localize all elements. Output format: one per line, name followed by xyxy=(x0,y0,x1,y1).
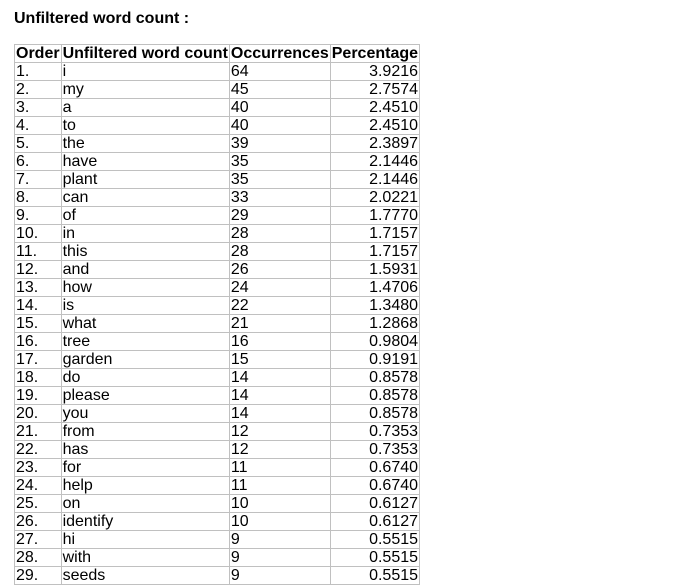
percentage-cell: 1.7157 xyxy=(330,225,419,243)
word-cell: seeds xyxy=(61,567,229,585)
order-cell: 24. xyxy=(15,477,62,495)
order-cell: 15. xyxy=(15,315,62,333)
percentage-cell: 1.4706 xyxy=(330,279,419,297)
percentage-column-header: Percentage xyxy=(331,45,419,62)
occurrences-cell: 28 xyxy=(229,225,330,243)
occurrences-cell: 64 xyxy=(229,63,330,81)
word-column-header: Unfiltered word count xyxy=(62,45,228,62)
word-cell: has xyxy=(61,441,229,459)
word-cell: do xyxy=(61,369,229,387)
occurrences-cell: 35 xyxy=(229,171,330,189)
percentage-cell: 0.8578 xyxy=(330,405,419,423)
order-cell: 26. xyxy=(15,513,62,531)
word-cell: for xyxy=(61,459,229,477)
percentage-cell: 2.1446 xyxy=(330,171,419,189)
order-cell: 5. xyxy=(15,135,62,153)
order-cell: 9. xyxy=(15,207,62,225)
order-cell: 16. xyxy=(15,333,62,351)
percentage-cell: 0.9804 xyxy=(330,333,419,351)
order-cell: 23. xyxy=(15,459,62,477)
occurrences-cell: 40 xyxy=(229,99,330,117)
percentage-cell: 0.7353 xyxy=(330,423,419,441)
order-cell: 10. xyxy=(15,225,62,243)
table-row xyxy=(15,513,420,531)
order-column-header: Order xyxy=(16,45,60,62)
occurrences-cell: 9 xyxy=(229,567,330,585)
percentage-cell: 0.8578 xyxy=(330,387,419,405)
order-cell: 1. xyxy=(15,63,62,81)
order-cell: 17. xyxy=(15,351,62,369)
word-cell: and xyxy=(61,261,229,279)
percentage-cell: 1.7770 xyxy=(330,207,419,225)
table-row xyxy=(15,297,420,315)
percentage-cell: 1.7157 xyxy=(330,243,419,261)
word-cell: please xyxy=(61,387,229,405)
word-cell: to xyxy=(61,117,229,135)
table-row xyxy=(15,225,420,243)
order-cell: 29. xyxy=(15,567,62,585)
order-cell: 2. xyxy=(15,81,62,99)
percentage-cell: 0.8578 xyxy=(330,369,419,387)
table-row xyxy=(15,315,420,333)
percentage-cell: 0.9191 xyxy=(330,351,419,369)
occurrences-cell: 10 xyxy=(229,495,330,513)
table-row xyxy=(15,549,420,567)
occurrences-cell: 33 xyxy=(229,189,330,207)
percentage-cell: 0.5515 xyxy=(330,531,419,549)
occurrences-cell: 14 xyxy=(229,387,330,405)
table-row xyxy=(15,423,420,441)
percentage-cell: 0.7353 xyxy=(330,441,419,459)
order-cell: 4. xyxy=(15,117,62,135)
percentage-cell: 0.6127 xyxy=(330,513,419,531)
word-cell: what xyxy=(61,315,229,333)
word-cell: is xyxy=(61,297,229,315)
table-row xyxy=(15,99,420,117)
table-row xyxy=(15,441,420,459)
occurrences-cell: 29 xyxy=(229,207,330,225)
table-row xyxy=(15,333,420,351)
occurrences-cell: 40 xyxy=(229,117,330,135)
page-title: Unfiltered word count : xyxy=(14,10,190,27)
occurrences-cell: 10 xyxy=(229,513,330,531)
table-row xyxy=(15,153,420,171)
percentage-cell: 2.1446 xyxy=(330,153,419,171)
table-row xyxy=(15,261,420,279)
word-cell: hi xyxy=(61,531,229,549)
percentage-cell: 0.6740 xyxy=(330,459,419,477)
word-cell: from xyxy=(61,423,229,441)
percentage-cell: 0.6740 xyxy=(330,477,419,495)
order-cell: 8. xyxy=(15,189,62,207)
occurrences-cell: 9 xyxy=(229,549,330,567)
word-cell: how xyxy=(61,279,229,297)
word-cell: identify xyxy=(61,513,229,531)
percentage-cell: 0.5515 xyxy=(330,549,419,567)
percentage-cell: 1.5931 xyxy=(330,261,419,279)
percentage-cell: 1.3480 xyxy=(330,297,419,315)
occurrences-cell: 45 xyxy=(229,81,330,99)
table-row xyxy=(15,171,420,189)
table-row xyxy=(15,477,420,495)
order-cell: 6. xyxy=(15,153,62,171)
table-body xyxy=(15,63,420,585)
table-row xyxy=(15,279,420,297)
occurrences-cell: 12 xyxy=(229,441,330,459)
percentage-cell: 2.3897 xyxy=(330,135,419,153)
table-row xyxy=(15,459,420,477)
order-cell: 19. xyxy=(15,387,62,405)
percentage-cell: 2.0221 xyxy=(330,189,419,207)
table-row xyxy=(15,387,420,405)
order-cell: 13. xyxy=(15,279,62,297)
occurrences-cell: 11 xyxy=(229,477,330,495)
table-row xyxy=(15,405,420,423)
occurrences-cell: 26 xyxy=(229,261,330,279)
occurrences-cell: 11 xyxy=(229,459,330,477)
order-cell: 22. xyxy=(15,441,62,459)
percentage-cell: 3.9216 xyxy=(330,63,419,81)
word-cell: tree xyxy=(61,333,229,351)
word-cell: my xyxy=(61,81,229,99)
table-row xyxy=(15,567,420,585)
word-cell: help xyxy=(61,477,229,495)
order-cell: 21. xyxy=(15,423,62,441)
percentage-cell: 2.7574 xyxy=(330,81,419,99)
word-cell: garden xyxy=(61,351,229,369)
order-cell: 27. xyxy=(15,531,62,549)
occurrences-cell: 24 xyxy=(229,279,330,297)
order-cell: 7. xyxy=(15,171,62,189)
table-row xyxy=(15,243,420,261)
order-cell: 25. xyxy=(15,495,62,513)
order-cell: 12. xyxy=(15,261,62,279)
table-row xyxy=(15,63,420,81)
table-row xyxy=(15,351,420,369)
word-cell: on xyxy=(61,495,229,513)
word-cell: of xyxy=(61,207,229,225)
table-row xyxy=(15,189,420,207)
table-row xyxy=(15,81,420,99)
word-cell: i xyxy=(61,63,229,81)
percentage-cell: 2.4510 xyxy=(330,99,419,117)
word-count-table xyxy=(14,44,420,585)
occurrences-cell: 12 xyxy=(229,423,330,441)
occurrences-cell: 35 xyxy=(229,153,330,171)
order-cell: 11. xyxy=(15,243,62,261)
word-cell: with xyxy=(61,549,229,567)
percentage-cell: 0.6127 xyxy=(330,495,419,513)
percentage-cell: 2.4510 xyxy=(330,117,419,135)
occurrences-cell: 9 xyxy=(229,531,330,549)
word-cell: have xyxy=(61,153,229,171)
occurrences-cell: 14 xyxy=(229,405,330,423)
word-cell: in xyxy=(61,225,229,243)
percentage-cell: 1.2868 xyxy=(330,315,419,333)
word-cell: a xyxy=(61,99,229,117)
occurrences-cell: 28 xyxy=(229,243,330,261)
order-cell: 14. xyxy=(15,297,62,315)
table-row xyxy=(15,495,420,513)
table-row xyxy=(15,117,420,135)
word-cell: you xyxy=(61,405,229,423)
table-row xyxy=(15,369,420,387)
table-row xyxy=(15,135,420,153)
occurrences-cell: 39 xyxy=(229,135,330,153)
order-cell: 28. xyxy=(15,549,62,567)
occurrences-cell: 22 xyxy=(229,297,330,315)
order-cell: 3. xyxy=(15,99,62,117)
occurrences-cell: 15 xyxy=(229,351,330,369)
occurrences-cell: 14 xyxy=(229,369,330,387)
occurrences-column-header: Occurrences xyxy=(230,45,329,62)
percentage-cell: 0.5515 xyxy=(330,567,419,585)
table-row xyxy=(15,207,420,225)
table-header-row xyxy=(15,45,420,63)
table-row xyxy=(15,531,420,549)
order-cell: 18. xyxy=(15,369,62,387)
word-cell: can xyxy=(61,189,229,207)
occurrences-cell: 21 xyxy=(229,315,330,333)
word-cell: this xyxy=(61,243,229,261)
word-cell: plant xyxy=(61,171,229,189)
order-cell: 20. xyxy=(15,405,62,423)
word-cell: the xyxy=(61,135,229,153)
occurrences-cell: 16 xyxy=(229,333,330,351)
